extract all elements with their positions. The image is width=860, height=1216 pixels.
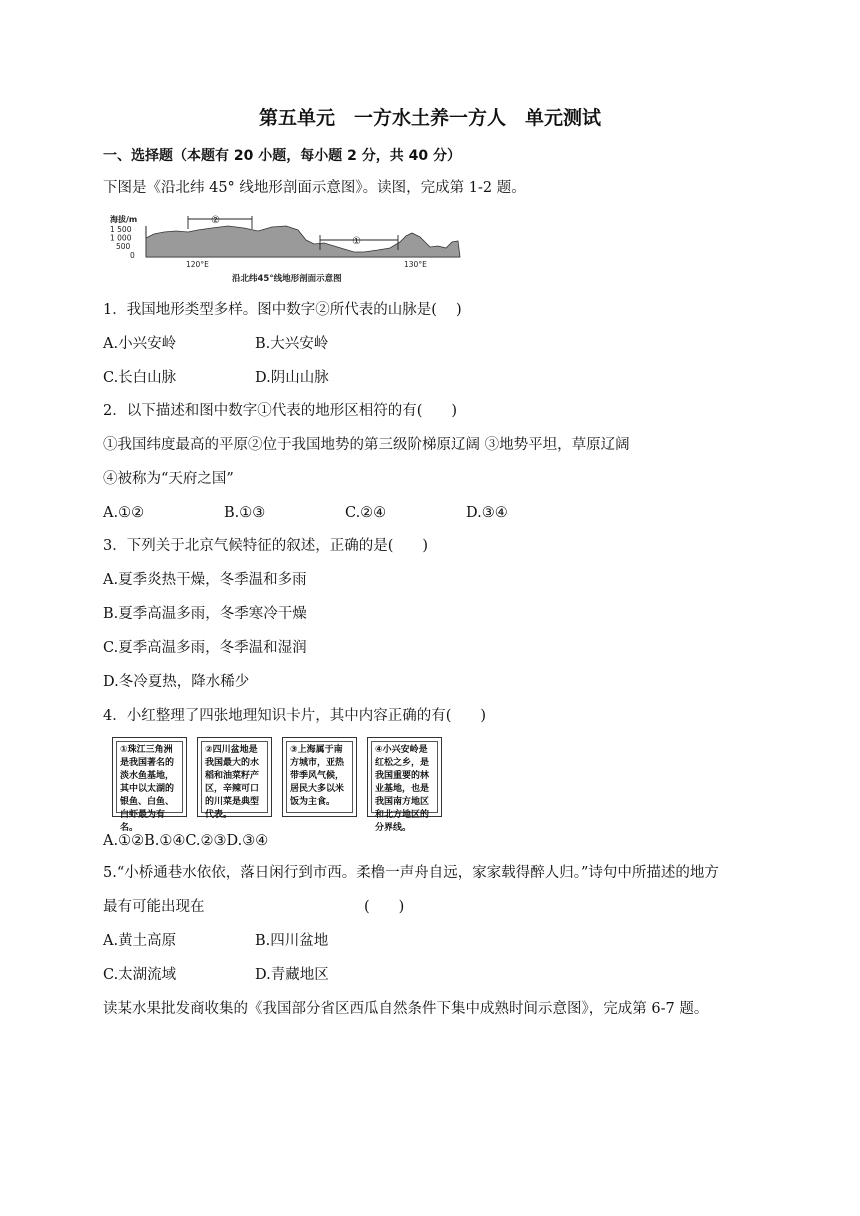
profile-ytick: 1 000 xyxy=(110,233,132,243)
q2-option-a[interactable]: A.①② xyxy=(103,505,145,521)
profile-ytick: 0 xyxy=(130,251,135,260)
q3-option-d[interactable]: D.冬冷夏热，降水稀少 xyxy=(103,674,250,690)
question-5-stem-line2: 最有可能出现在 ( ) xyxy=(103,899,405,915)
q1-option-c[interactable]: C.长白山脉 xyxy=(103,370,177,386)
question-5-stem-line1: 5.“小桥通巷水依依，落日闲行到市西。柔橹一声舟自远，家家载得醉人归。”诗句中所描述的地方 xyxy=(103,865,719,881)
q2-option-c[interactable]: C.②④ xyxy=(345,505,387,521)
knowledge-card-3 xyxy=(282,737,357,817)
knowledge-card-text: ③上海属于南方城市，亚热带季风气候，居民大多以米饭为主食。 xyxy=(286,741,353,813)
q2-option-b[interactable]: B.①③ xyxy=(224,505,266,521)
profile-ytick: 1 500 xyxy=(110,225,132,234)
q1-option-b[interactable]: B.大兴安岭 xyxy=(255,336,329,352)
intro-1-2: 下图是《沿北纬 45° 线地形剖面示意图》。读图，完成第 1-2 题。 xyxy=(103,180,526,196)
q3-option-a[interactable]: A.夏季炎热干燥，冬季温和多雨 xyxy=(103,572,307,588)
knowledge-card-text: ④小兴安岭是红松之乡，是我国重要的林业基地，也是我国南方地区和北方地区的分界线。 xyxy=(371,741,438,813)
page-title: 第五单元 一方水土养一方人 单元测试 xyxy=(258,107,601,129)
profile-xtick: 130°E xyxy=(404,260,427,269)
range-2-marker: ② xyxy=(211,215,220,226)
question-1-stem: 1．我国地形类型多样。图中数字②所代表的山脉是( ) xyxy=(103,302,462,318)
q2-statements-line2: ④被称为“天府之国” xyxy=(103,471,234,487)
question-2-stem: 2．以下描述和图中数字①代表的地形区相符的有( ) xyxy=(103,403,458,419)
q3-option-b[interactable]: B.夏季高温多雨，冬季寒冷干燥 xyxy=(103,606,307,622)
terrain-profile-svg xyxy=(108,210,466,286)
knowledge-card-text: ①珠江三角洲是我国著名的淡水鱼基地，其中以太湖的银鱼、白鱼、白虾最为有名。 xyxy=(116,741,183,813)
knowledge-card-1 xyxy=(112,737,187,833)
knowledge-cards xyxy=(112,737,452,833)
profile-ytick: 500 xyxy=(116,242,131,251)
q3-option-c[interactable]: C.夏季高温多雨，冬季温和湿润 xyxy=(103,640,307,656)
terrain-profile-figure xyxy=(108,210,466,286)
q4-options[interactable]: A.①②B.①④C.②③D.③④ xyxy=(103,833,269,849)
q1-option-d[interactable]: D.阴山山脉 xyxy=(255,370,329,386)
profile-ylabel: 海拔/m xyxy=(110,215,138,224)
q2-statements-line1: ①我国纬度最高的平原②位于我国地势的第三级阶梯原辽阔 ③地势平坦，草原辽阔 xyxy=(103,437,630,453)
range-1-marker: ① xyxy=(352,236,361,247)
knowledge-card-2 xyxy=(197,737,272,820)
q5-option-d[interactable]: D.青藏地区 xyxy=(255,967,329,983)
profile-caption: 沿北纬45°线地形剖面示意图 xyxy=(232,274,342,284)
q5-option-b[interactable]: B.四川盆地 xyxy=(255,933,329,949)
q5-option-a[interactable]: A.黄土高原 xyxy=(103,933,177,949)
knowledge-card-4 xyxy=(367,737,442,833)
question-3-stem: 3．下列关于北京气候特征的叙述，正确的是( ) xyxy=(103,538,429,554)
q2-option-d[interactable]: D.③④ xyxy=(466,505,508,521)
knowledge-card-text: ②四川盆地是我国最大的水稻和油菜籽产区，辛辣可口的川菜是典型代表。 xyxy=(201,741,268,813)
q1-option-a[interactable]: A.小兴安岭 xyxy=(103,336,177,352)
profile-xtick: 120°E xyxy=(186,260,209,269)
terrain-profile-shape xyxy=(146,226,460,257)
section-heading: 一、选择题（本题有 20 小题，每小题 2 分，共 40 分） xyxy=(103,148,461,164)
question-4-stem: 4．小红整理了四张地理知识卡片，其中内容正确的有( ) xyxy=(103,708,487,724)
intro-6-7: 读某水果批发商收集的《我国部分省区西瓜自然条件下集中成熟时间示意图》，完成第 6-7 题。 xyxy=(103,1001,709,1017)
q5-option-c[interactable]: C.太湖流域 xyxy=(103,967,177,983)
